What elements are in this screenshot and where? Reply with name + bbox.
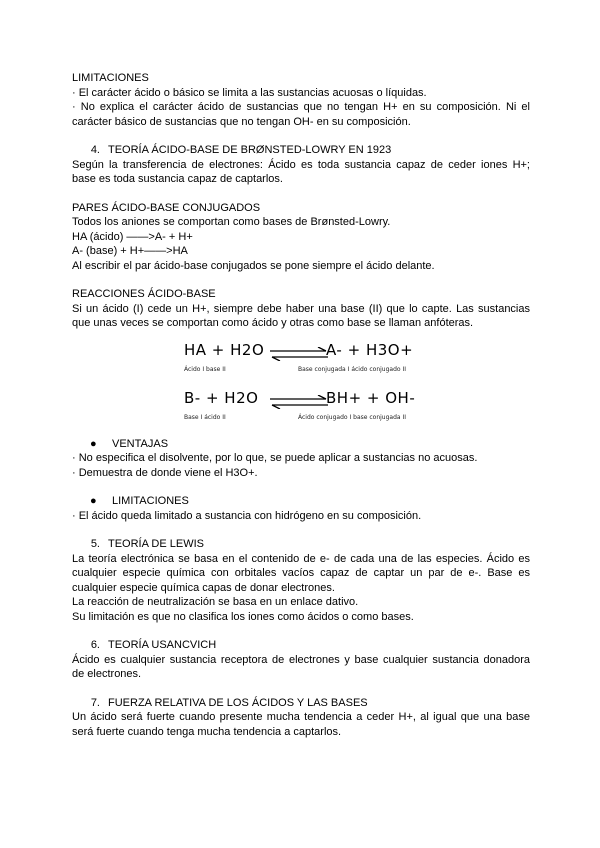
limitaciones-line-1: · El carácter ácido o básico se limita a las sustancias acuosas o líquidas.	[72, 86, 427, 99]
reacciones-line-1: Si un ácido (I) cede un H+, siempre debe haber una base (II) que lo capte. Las sustancias	[72, 302, 530, 315]
pares-heading: PARES ÁCIDO-BASE CONJUGADOS	[72, 201, 261, 214]
eq1-sub-left: Ácido I base II	[184, 365, 226, 373]
section-4-heading	[72, 143, 530, 158]
equations-figure	[72, 337, 530, 427]
eq2-sub-right: Ácido conjugado I base conjugada II	[298, 413, 407, 421]
section-5-line-1: La teoría electrónica se basa en el contenido de e- de cada una de las especies. Ácido es	[72, 552, 530, 565]
section-6-line-2: de electrones.	[72, 668, 142, 680]
section-7-heading	[72, 696, 530, 711]
section-7-title: FUERZA RELATIVA DE LOS ÁCIDOS Y LAS BASES	[108, 696, 368, 709]
eq1-left: HA + H2O	[184, 340, 265, 359]
section-4-line-1: Según la transferencia de electrones: Ácido es toda sustancia capaz de ceder iones H+;	[72, 158, 530, 171]
ventajas-line-2: · Demuestra de donde viene el H3O+.	[72, 466, 258, 479]
section-4-line-2: base es toda sustancia capaz de captarlos.	[72, 173, 283, 185]
limitaciones-2-heading	[72, 494, 530, 509]
section-5-line-2: cualquier especie química con orbitales vacíos capaz de captar un par de e-. Base es	[72, 567, 530, 579]
eq2-sub-left: Base I ácido II	[184, 413, 226, 421]
limitaciones-2-line-1: · El ácido queda limitado a sustancia con hidrógeno en su composición.	[72, 509, 422, 522]
reacciones-line-2: que unas veces se comportan como ácido y otras como base se llaman anfóteras.	[72, 317, 474, 329]
section-5-title: TEORÍA DE LEWIS	[108, 538, 204, 550]
pares-line-3: A- (base) + H+——>HA	[72, 245, 188, 257]
document-page	[72, 71, 530, 739]
section-6-line-1: Ácido es cualquier sustancia receptora de electrones y base cualquier sustancia donadora	[72, 653, 530, 666]
section-4-title: TEORÍA ÁCIDO-BASE DE BRØNSTED-LOWRY EN 1923	[108, 144, 392, 156]
pares-line-2: HA (ácido) ——>A- + H+	[72, 230, 193, 243]
eq1-right: A- + H3O+	[326, 340, 414, 359]
section-5-line-3: cualquier especie química capas de donar electrones.	[72, 581, 335, 594]
section-5-line-5: Su limitación es que no clasifica los iones como ácidos o como bases.	[72, 610, 414, 623]
ventajas-title: VENTAJAS	[112, 437, 169, 450]
eq2-left: B- + H2O	[184, 388, 259, 407]
section-6-number: 6.	[90, 639, 100, 651]
limitaciones-heading: LIMITACIONES	[72, 72, 149, 84]
eq2-right: BH+ + OH-	[326, 388, 416, 407]
pares-line-4: Al escribir el par ácido-base conjugados se pone siempre el ácido delante.	[72, 259, 435, 272]
limitaciones-line-2a: · No explica el carácter ácido de sustancias que no tengan H+ en su composición. Ni el	[72, 101, 530, 113]
reacciones-heading: REACCIONES ÁCIDO-BASE	[72, 288, 216, 300]
ventajas-line-1: · No especifica el disolvente, por lo que, se puede aplicar a sustancias no acuosas.	[72, 452, 478, 464]
section-5-line-4: La reacción de neutralización se basa en un enlace dativo.	[72, 596, 359, 608]
bullet-icon: ●	[90, 495, 97, 507]
bullet-icon: ●	[90, 437, 97, 450]
section-6-title: TEORÍA USANCVICH	[108, 639, 217, 651]
limitaciones-line-2b: carácter básico de sustancias que no tengan OH- en su composición.	[72, 115, 411, 128]
section-7-line-1: Un ácido será fuerte cuando presente mucha tendencia a ceder H+, al igual que una base	[72, 711, 530, 723]
section-4-number: 4.	[90, 144, 100, 156]
section-5-heading	[72, 537, 530, 552]
section-6-heading	[72, 638, 530, 653]
eq1-sub-right: Base conjugada I ácido conjugado II	[298, 365, 406, 373]
section-7-number: 7.	[90, 696, 100, 709]
section-5-number: 5.	[90, 538, 100, 550]
equilibrium-arrow-icon	[268, 347, 330, 361]
pares-line-1: Todos los aniones se comportan como bases de Brønsted-Lowry.	[72, 216, 391, 228]
limitaciones-2-title: LIMITACIONES	[112, 495, 189, 507]
equilibrium-arrow-icon	[268, 395, 330, 409]
section-7-line-2: será fuerte cuando tenga mucha tendencia a captarlos.	[72, 725, 342, 738]
ventajas-heading	[72, 437, 530, 452]
